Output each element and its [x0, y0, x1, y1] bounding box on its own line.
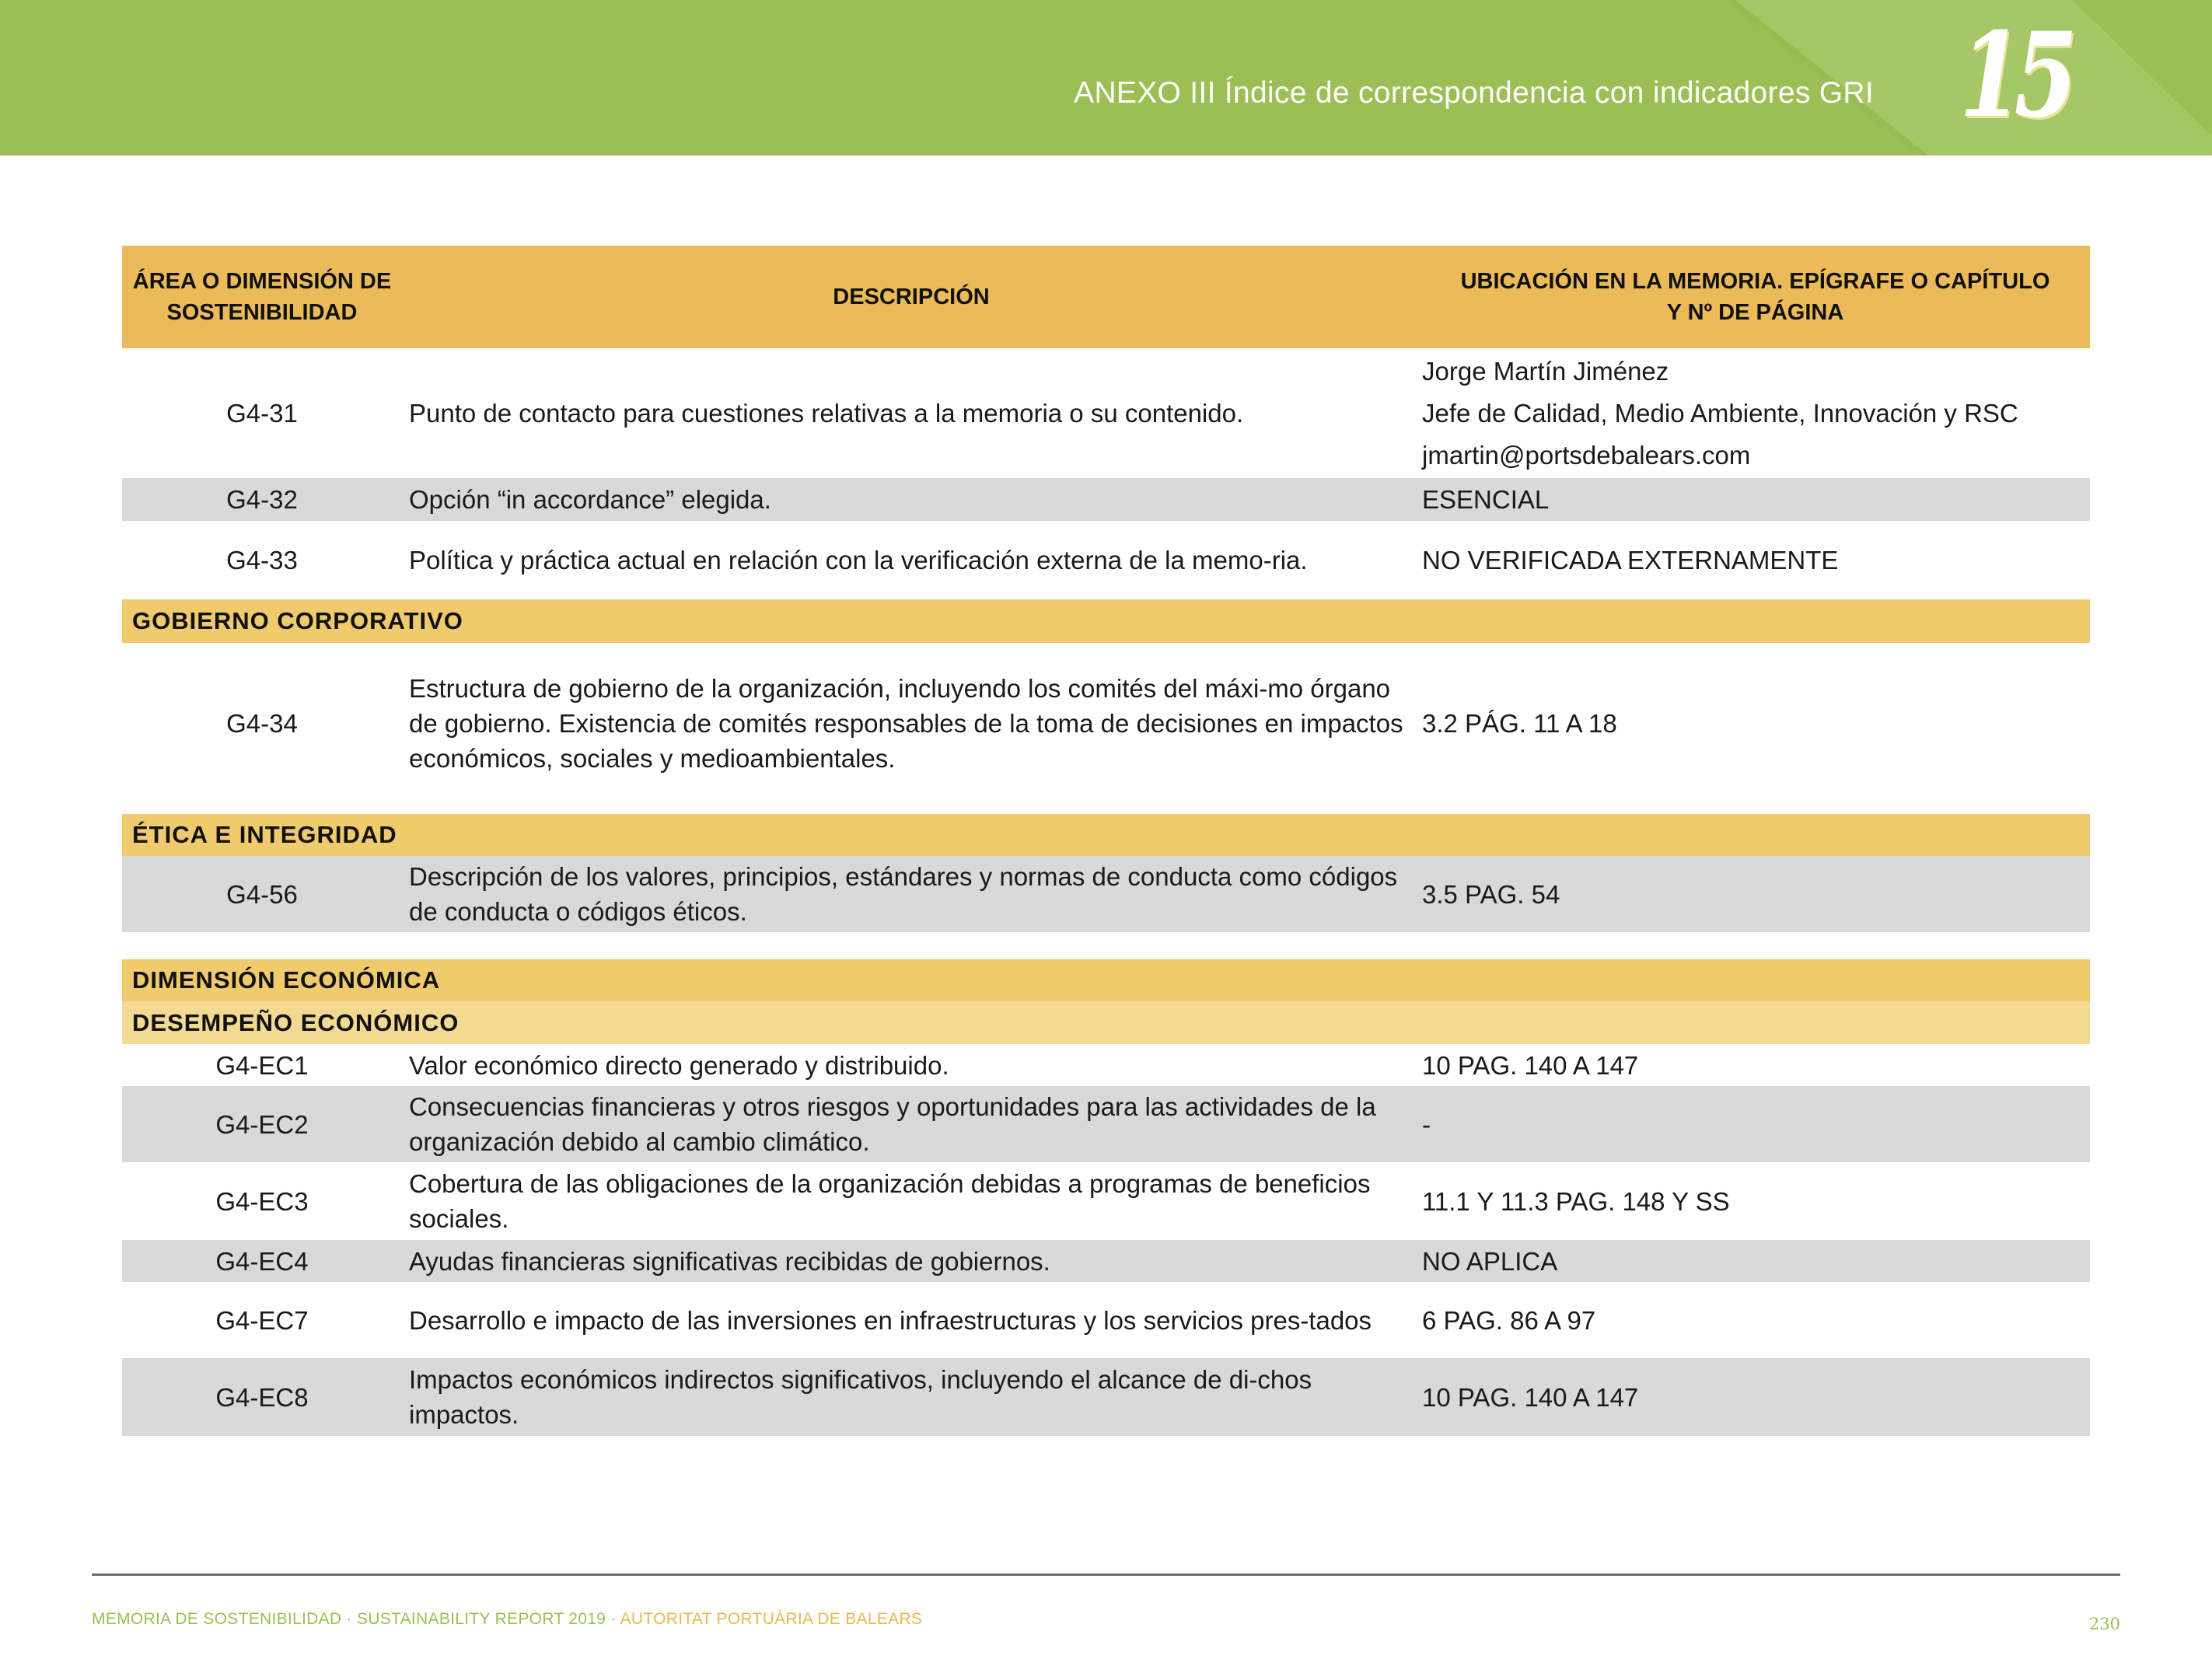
section-row-etica [122, 814, 2090, 856]
indicator-location: NO APLICA [1422, 1246, 1558, 1276]
indicator-location: 6 PAG. 86 A 97 [1422, 1305, 1596, 1335]
column-header-area-line1: ÁREA O DIMENSIÓN DE [132, 269, 392, 294]
chapter-header-bar [0, 0, 2212, 155]
indicator-location: 3.2 PÁG. 11 A 18 [1422, 709, 1617, 738]
indicator-description: Desarrollo e impacto de las inversiones en infraestructuras y los servicios pres-tados [409, 1305, 1372, 1335]
column-header-location-line2: Y Nº DE PÁGINA [1666, 300, 1844, 325]
table-row [122, 1358, 2090, 1436]
table-row [122, 1240, 2090, 1282]
column-header-area-line2: SOSTENIBILIDAD [166, 300, 358, 325]
indicator-description: Valor económico directo generado y distribuido. [409, 1050, 949, 1080]
footer-divider [92, 1573, 2120, 1576]
contact-name: Jorge Martín Jiménez [1422, 356, 1669, 386]
indicator-location [1422, 348, 2083, 478]
indicator-code: G4-EC1 [215, 1050, 309, 1080]
column-header-location-line1: UBICACIÓN EN LA MEMORIA. EPÍGRAFE O CAPÍTULO [1460, 269, 2050, 294]
section-title: DIMENSIÓN ECONÓMICA [132, 966, 441, 994]
indicator-description: Descripción de los valores, principios, estándares y normas de conducta como códigos de conducta o códigos éticos. [409, 862, 1398, 926]
indicator-description: Ayudas financieras significativas recibidas de gobiernos. [409, 1246, 1050, 1276]
indicator-code: G4-56 [226, 879, 298, 909]
section-title: ÉTICA E INTEGRIDAD [132, 821, 397, 848]
table-row [122, 521, 2090, 599]
indicator-code: G4-32 [226, 485, 298, 514]
section-row-economica [122, 959, 2090, 1001]
indicator-code: G4-34 [226, 709, 298, 738]
column-header-area [122, 246, 402, 348]
indicator-description: Opción “in accordance” elegida. [409, 485, 771, 514]
chapter-number: 15 [1959, 7, 2069, 144]
footer-report-title [92, 1610, 922, 1629]
table-row [122, 1044, 2090, 1086]
indicator-location: 3.5 PAG. 54 [1422, 879, 1560, 909]
indicator-description: Consecuencias financieras y otros riesgos y oportunidades para las actividades de la organización debido al cambio climático. [409, 1092, 1376, 1156]
table-header-row [122, 246, 2090, 348]
indicator-code: G4-EC8 [215, 1382, 309, 1412]
indicator-code: G4-EC4 [215, 1246, 309, 1276]
indicator-description: Estructura de gobierno de la organización, incluyendo los comités del máxi-mo órgano de gobierno. Existencia de comités responsables de la toma de decisiones en impactos económicos, sociales y medioambientales. [409, 674, 1403, 773]
contact-email[interactable]: jmartin@portsdebalears.com [1422, 440, 1751, 470]
subsection-row-desempeno [122, 1001, 2090, 1044]
table-row [122, 348, 2090, 478]
table-row [122, 643, 2090, 804]
subsection-title: DESEMPEÑO ECONÓMICO [132, 1008, 460, 1036]
indicator-code: G4-31 [226, 399, 298, 428]
indicator-description: Impactos económicos indirectos significativos, incluyendo el alcance de di-chos impactos. [409, 1365, 1312, 1429]
contact-role: Jefe de Calidad, Medio Ambiente, Innovación y RSC [1422, 398, 2018, 428]
table-row [122, 1162, 2090, 1240]
indicator-location: 10 PAG. 140 A 147 [1422, 1050, 1639, 1080]
column-header-location [1421, 246, 2090, 348]
table-row [122, 478, 2090, 521]
indicator-code: G4-EC3 [215, 1186, 309, 1216]
indicator-location: - [1422, 1109, 1431, 1139]
indicator-code: G4-33 [226, 546, 298, 575]
footer-report-label: MEMORIA DE SOSTENIBILIDAD · SUSTAINABILITY REPORT 2019 · [92, 1610, 617, 1628]
indicator-description: Política y práctica actual en relación con la verificación externa de la memo-ria. [409, 546, 1308, 575]
section-title: GOBIERNO CORPORATIVO [132, 607, 463, 634]
column-header-description: DESCRIPCIÓN [833, 285, 990, 309]
indicator-code: G4-EC7 [215, 1305, 309, 1335]
indicator-location: NO VERIFICADA EXTERNAMENTE [1422, 546, 1839, 575]
indicator-description: Punto de contacto para cuestiones relativas a la memoria o su contenido. [409, 399, 1244, 428]
indicator-location: ESENCIAL [1422, 485, 1550, 514]
indicator-location: 10 PAG. 140 A 147 [1422, 1382, 1639, 1412]
table-row [122, 1282, 2090, 1358]
spacer [122, 932, 2090, 959]
gri-index-table [122, 246, 2090, 1436]
chapter-title: ANEXO III Índice de correspondencia con indicadores GRI [1074, 76, 1874, 110]
table-row [122, 856, 2090, 932]
page-number: 230 [2088, 1615, 2120, 1633]
indicator-code: G4-EC2 [215, 1109, 309, 1139]
table-row [122, 1086, 2090, 1162]
indicator-description: Cobertura de las obligaciones de la organización debidas a programas de beneficios sociales. [409, 1169, 1371, 1233]
indicator-location: 11.1 Y 11.3 PAG. 148 Y SS [1422, 1186, 1730, 1216]
spacer [122, 804, 2090, 814]
footer-organization: AUTORITAT PORTUÀRIA DE BALEARS [620, 1610, 923, 1628]
section-row-gobierno [122, 599, 2090, 643]
